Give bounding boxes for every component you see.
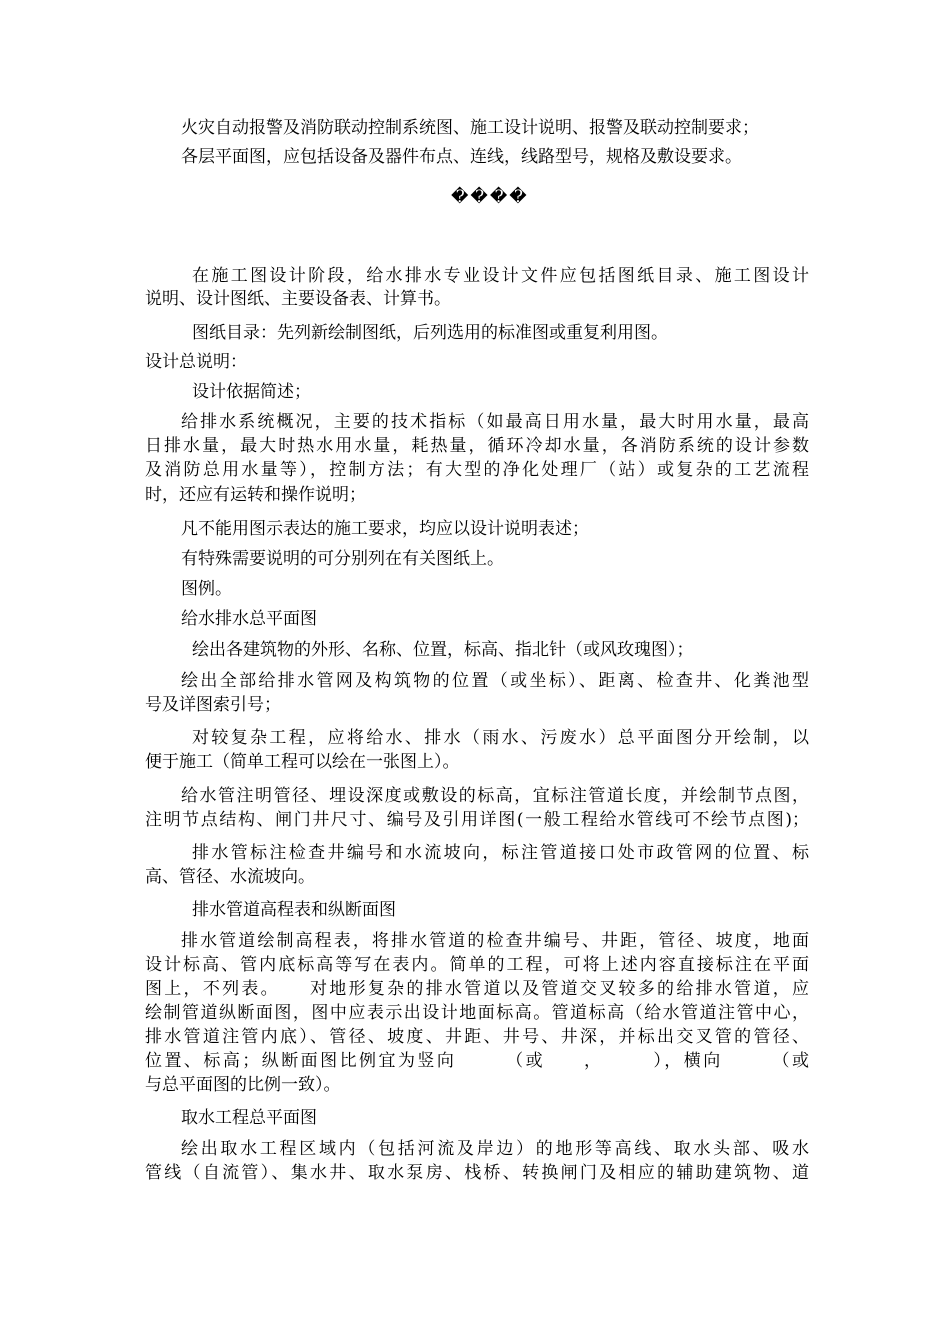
text-line: 号及详图索引号； <box>145 695 281 715</box>
text-line: 图纸目录：先列新绘制图纸，后列选用的标准图或重复利用图。 <box>192 323 668 343</box>
text-line: 注明节点结构、闸门井尺寸、编号及引用详图(一般工程给水管线可不绘节点图)； <box>145 810 809 830</box>
text-line: 及消防总用水量等），控制方法；有大型的净化处理厂（站）或复杂的工艺流程 <box>145 460 809 480</box>
text-line: 对较复杂工程，应将给水、排水（雨水、污废水）总平面图分开绘制，以 <box>192 728 809 748</box>
text-line: 管线（自流管）、集水井、取水泵房、栈桥、转换闸门及相应的辅助建筑物、道 <box>145 1163 809 1183</box>
text-line: 绘出取水工程区域内（包括河流及岸边）的地形等高线、取水头部、吸水 <box>181 1139 809 1159</box>
text-line: 设计依据简述； <box>192 382 311 402</box>
text-line: 说明、设计图纸、主要设备表、计算书。 <box>145 289 451 309</box>
text-line: 排水管道高程表和纵断面图 <box>192 900 396 920</box>
text-line: 排水管道绘制高程表，将排水管道的检查井编号、井距，管径、坡度，地面 <box>181 931 809 951</box>
text-line: 绘制管道纵断面图，图中应表示出设计地面标高。管道标高（给水管道注管中心， <box>145 1003 809 1023</box>
text-line: 时，还应有运转和操作说明； <box>145 485 366 505</box>
top-line-2: 各层平面图，应包括设备及器件布点、连线，线路型号，规格及敷设要求。 <box>181 147 742 167</box>
text-line: 与总平面图的比例一致）。 <box>145 1075 341 1095</box>
text-line: 绘出各建筑物的外形、名称、位置，标高、指北针（或风玫瑰图）； <box>192 640 694 660</box>
text-line: 高、管径、水流坡向。 <box>145 867 315 887</box>
text-line: 便于施工（简单工程可以绘在一张图上）。 <box>145 752 460 772</box>
text-line: 凡不能用图示表达的施工要求，均应以设计说明表述； <box>181 519 589 539</box>
text-line: 图例。 <box>181 579 232 599</box>
text-line: 图上，不列表。 对地形复杂的排水管道以及管道交叉较多的给排水管道，应 <box>145 979 809 999</box>
text-line: 给水管注明管径、埋设深度或敷设的标高，宜标注管道长度，并绘制节点图， <box>181 786 809 806</box>
text-line: 排水管道注管内底）、管径、坡度、井距、井号、井深，并标出交叉管的管径、 <box>145 1027 809 1047</box>
text-line: 位置、标高；纵断面图比例宜为竖向 （或 ， ），横向 （或 <box>145 1051 809 1071</box>
section-heading: ���� <box>451 187 529 207</box>
text-line: 日排水量，最大时热水用水量，耗热量，循环冷却水量，各消防系统的设计参数 <box>145 436 809 456</box>
text-line: 设计总说明： <box>145 352 247 372</box>
text-line: 设计标高、管内底标高等写在表内。简单的工程，可将上述内容直接标注在平面 <box>145 955 809 975</box>
top-line-1: 火灾自动报警及消防联动控制系统图、施工设计说明、报警及联动控制要求； <box>181 118 759 138</box>
text-line: 绘出全部给排水管网及构筑物的位置（或坐标）、距离、检查井、化粪池型 <box>181 671 809 691</box>
text-line: 在施工图设计阶段，给水排水专业设计文件应包括图纸目录、施工图设计 <box>192 266 809 286</box>
text-line: 给水排水总平面图 <box>181 609 317 629</box>
text-line: 给排水系统概况，主要的技术指标（如最高日用水量，最大时用水量，最高 <box>181 412 809 432</box>
text-line: 取水工程总平面图 <box>181 1108 317 1128</box>
text-line: 排水管标注检查井编号和水流坡向，标注管道接口处市政管网的位置、标 <box>192 843 809 863</box>
text-line: 有特殊需要说明的可分别列在有关图纸上。 <box>181 549 504 569</box>
